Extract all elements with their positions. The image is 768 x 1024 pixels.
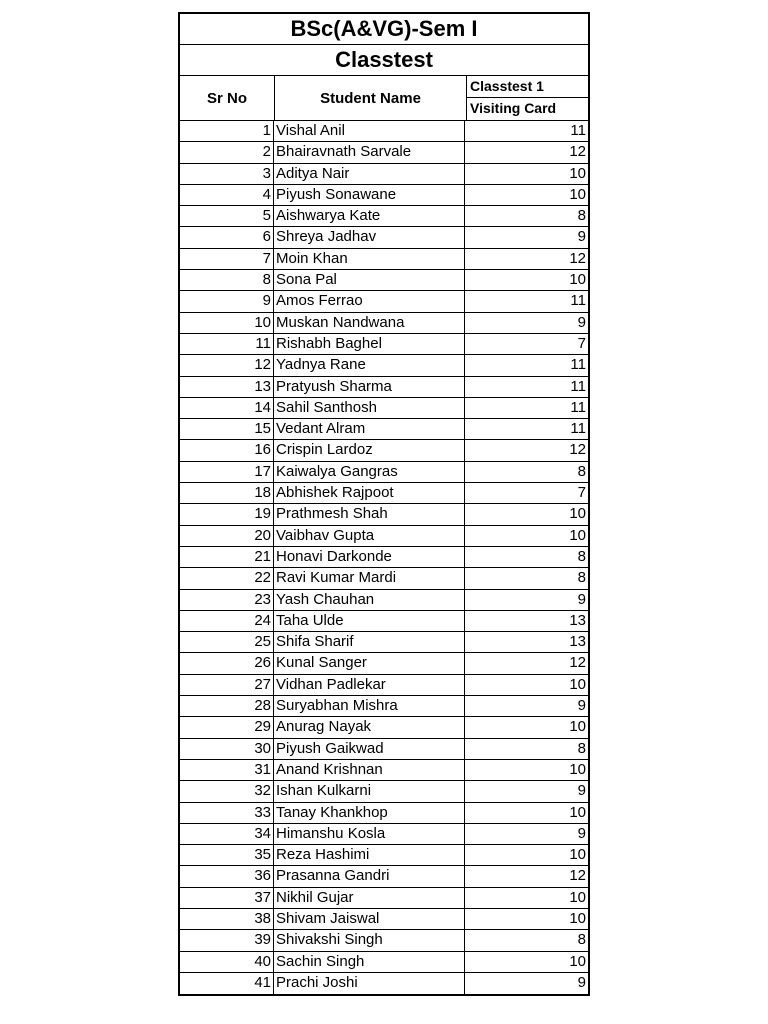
student-name-cell: Rishabh Baghel [274, 334, 465, 354]
sr-no-cell: 38 [180, 909, 274, 929]
student-name-cell: Amos Ferrao [274, 291, 465, 311]
student-name-cell: Piyush Gaikwad [274, 739, 465, 759]
table-header [180, 76, 588, 121]
sr-no-cell: 6 [180, 227, 274, 247]
score-cell: 10 [569, 675, 586, 693]
sr-no-cell: 24 [180, 611, 274, 631]
sr-no-cell: 31 [180, 760, 274, 780]
table-row [180, 419, 588, 440]
student-name-cell: Bhairavnath Sarvale [274, 142, 465, 162]
student-name-cell: Kaiwalya Gangras [274, 462, 465, 482]
sr-no-cell: 13 [180, 377, 274, 397]
table-row [180, 164, 588, 185]
score-cell: 9 [577, 824, 586, 842]
student-name-cell: Suryabhan Mishra [274, 696, 465, 716]
sr-no-cell: 15 [180, 419, 274, 439]
score-cell: 11 [570, 420, 586, 438]
sr-no-cell: 5 [180, 206, 274, 226]
sr-no-cell: 8 [180, 270, 274, 290]
sr-no-cell: 26 [180, 653, 274, 673]
student-name-cell: Kunal Sanger [274, 653, 465, 673]
score-cell: 11 [570, 356, 586, 374]
sr-no-cell: 18 [180, 483, 274, 503]
table-row [180, 824, 588, 845]
table-row [180, 781, 588, 802]
score-cell: 7 [577, 484, 586, 502]
header-visiting-card: Visiting Card [470, 100, 557, 116]
table-row [180, 611, 588, 632]
student-name-cell: Moin Khan [274, 249, 465, 269]
sr-no-cell: 37 [180, 888, 274, 908]
score-cell: 10 [569, 271, 586, 289]
sheet-subtitle: Classtest [180, 45, 588, 76]
student-name-cell: Shreya Jadhav [274, 227, 465, 247]
table-row [180, 313, 588, 334]
student-name-cell: Prathmesh Shah [274, 504, 465, 524]
score-cell: 11 [570, 122, 586, 139]
student-name-cell: Shivakshi Singh [274, 930, 465, 950]
score-cell: 12 [569, 441, 586, 459]
student-name-cell: Prasanna Gandri [274, 866, 465, 886]
table-row [180, 270, 588, 291]
student-name-cell: Pratyush Sharma [274, 377, 465, 397]
sr-no-cell: 20 [180, 526, 274, 546]
score-cell: 12 [569, 867, 586, 885]
sr-no-cell: 33 [180, 803, 274, 823]
score-cell: 11 [570, 398, 586, 416]
sr-no-cell: 10 [180, 313, 274, 333]
table-row [180, 590, 588, 611]
score-cell: 9 [577, 228, 586, 246]
table-body [180, 121, 588, 994]
score-cell: 12 [569, 143, 586, 161]
sr-no-cell: 29 [180, 717, 274, 737]
table-row [180, 653, 588, 674]
student-name-cell: Honavi Darkonde [274, 547, 465, 567]
student-name-cell: Abhishek Rajpoot [274, 483, 465, 503]
sr-no-cell: 28 [180, 696, 274, 716]
table-row [180, 249, 588, 270]
student-name-cell: Vidhan Padlekar [274, 675, 465, 695]
sr-no-cell: 41 [180, 973, 274, 994]
student-name-cell: Sahil Santhosh [274, 398, 465, 418]
sr-no-cell: 36 [180, 866, 274, 886]
student-name-cell: Crispin Lardoz [274, 440, 465, 460]
score-cell: 10 [569, 164, 586, 182]
table-row [180, 504, 588, 525]
table-row [180, 973, 588, 994]
score-cell: 8 [577, 739, 586, 757]
score-cell: 9 [577, 313, 586, 331]
score-cell: 7 [577, 334, 586, 352]
score-cell: 10 [569, 760, 586, 778]
student-name-cell: Sachin Singh [274, 952, 465, 972]
student-name-cell: Ravi Kumar Mardi [274, 568, 465, 588]
sr-no-cell: 1 [180, 121, 274, 141]
sr-no-cell: 4 [180, 185, 274, 205]
table-row [180, 462, 588, 483]
student-name-cell: Anurag Nayak [274, 717, 465, 737]
score-cell: 10 [569, 909, 586, 927]
student-name-cell: Vedant Alram [274, 419, 465, 439]
score-cell: 8 [577, 462, 586, 480]
table-row [180, 696, 588, 717]
table-row [180, 142, 588, 163]
sr-no-cell: 21 [180, 547, 274, 567]
table-row [180, 398, 588, 419]
student-name-cell: Reza Hashimi [274, 845, 465, 865]
student-name-cell: Yash Chauhan [274, 590, 465, 610]
sr-no-cell: 22 [180, 568, 274, 588]
table-row [180, 291, 588, 312]
table-row [180, 632, 588, 653]
table-row [180, 845, 588, 866]
table-row [180, 866, 588, 887]
score-cell: 10 [569, 505, 586, 523]
score-cell: 9 [577, 782, 586, 800]
table-row [180, 227, 588, 248]
student-name-cell: Aishwarya Kate [274, 206, 465, 226]
student-name-cell: Himanshu Kosla [274, 824, 465, 844]
table-row [180, 185, 588, 206]
sr-no-cell: 39 [180, 930, 274, 950]
sr-no-cell: 25 [180, 632, 274, 652]
sr-no-cell: 14 [180, 398, 274, 418]
score-cell: 9 [577, 973, 586, 991]
sr-no-cell: 9 [180, 291, 274, 311]
score-cell: 13 [569, 611, 586, 629]
table-row [180, 355, 588, 376]
sr-no-cell: 23 [180, 590, 274, 610]
score-cell: 13 [569, 633, 586, 651]
score-cell: 10 [569, 846, 586, 864]
table-row [180, 909, 588, 930]
table-row [180, 121, 588, 142]
sr-no-cell: 2 [180, 142, 274, 162]
student-name-cell: Aditya Nair [274, 164, 465, 184]
student-name-cell: Shivam Jaiswal [274, 909, 465, 929]
score-cell: 8 [577, 207, 586, 225]
score-cell: 10 [569, 526, 586, 544]
table-row [180, 803, 588, 824]
score-cell: 12 [569, 249, 586, 267]
header-sr-no: Sr No [180, 76, 275, 120]
score-cell: 10 [569, 718, 586, 736]
sheet-title: BSc(A&VG)-Sem I [180, 14, 588, 45]
table-row [180, 717, 588, 738]
sr-no-cell: 40 [180, 952, 274, 972]
sr-no-cell: 27 [180, 675, 274, 695]
sr-no-cell: 12 [180, 355, 274, 375]
score-cell: 8 [577, 931, 586, 949]
sr-no-cell: 3 [180, 164, 274, 184]
student-name-cell: Ishan Kulkarni [274, 781, 465, 801]
table-row [180, 547, 588, 568]
sr-no-cell: 34 [180, 824, 274, 844]
student-name-cell: Yadnya Rane [274, 355, 465, 375]
score-cell: 10 [569, 803, 586, 821]
table-row [180, 930, 588, 951]
table-row [180, 377, 588, 398]
table-row [180, 739, 588, 760]
header-student-name: Student Name [275, 76, 467, 120]
score-cell: 8 [577, 547, 586, 565]
score-cell: 10 [569, 185, 586, 203]
table-row [180, 568, 588, 589]
score-cell: 11 [570, 377, 586, 395]
student-name-cell: Piyush Sonawane [274, 185, 465, 205]
student-name-cell: Tanay Khankhop [274, 803, 465, 823]
table-row [180, 760, 588, 781]
score-cell: 12 [569, 654, 586, 672]
student-name-cell: Shifa Sharif [274, 632, 465, 652]
student-name-cell: Muskan Nandwana [274, 313, 465, 333]
score-cell: 10 [569, 888, 586, 906]
header-score [467, 76, 588, 120]
table-row [180, 440, 588, 461]
student-name-cell: Nikhil Gujar [274, 888, 465, 908]
table-row [180, 483, 588, 504]
sr-no-cell: 32 [180, 781, 274, 801]
student-name-cell: Vaibhav Gupta [274, 526, 465, 546]
sr-no-cell: 16 [180, 440, 274, 460]
classtest-table [178, 12, 590, 996]
student-name-cell: Taha Ulde [274, 611, 465, 631]
table-row [180, 952, 588, 973]
sr-no-cell: 7 [180, 249, 274, 269]
student-name-cell: Anand Krishnan [274, 760, 465, 780]
header-classtest: Classtest 1 [467, 76, 588, 98]
student-name-cell: Sona Pal [274, 270, 465, 290]
score-cell: 9 [577, 590, 586, 608]
score-cell: 11 [570, 292, 586, 310]
score-cell: 9 [577, 697, 586, 715]
table-row [180, 526, 588, 547]
table-row [180, 675, 588, 696]
sr-no-cell: 11 [180, 334, 274, 354]
student-name-cell: Vishal Anil [274, 121, 465, 141]
table-row [180, 206, 588, 227]
table-row [180, 334, 588, 355]
score-cell: 8 [577, 569, 586, 587]
student-name-cell: Prachi Joshi [274, 973, 465, 994]
sr-no-cell: 17 [180, 462, 274, 482]
sr-no-cell: 35 [180, 845, 274, 865]
table-row [180, 888, 588, 909]
score-cell: 10 [569, 952, 586, 970]
sr-no-cell: 30 [180, 739, 274, 759]
sr-no-cell: 19 [180, 504, 274, 524]
